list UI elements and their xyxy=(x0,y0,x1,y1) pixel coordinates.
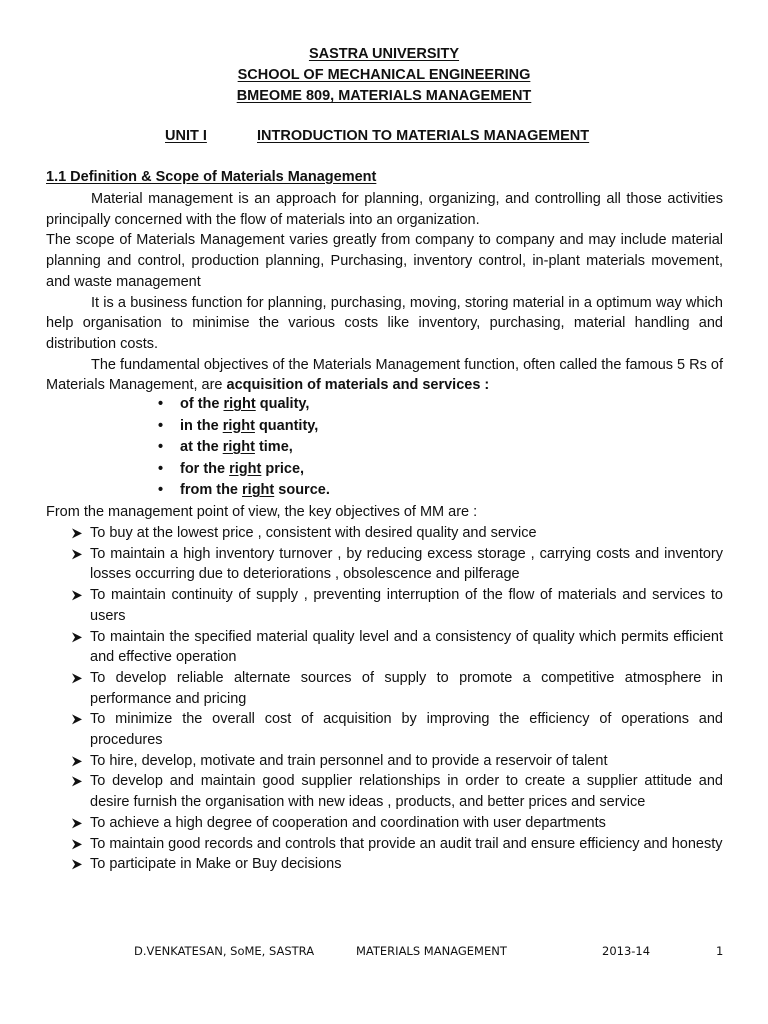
list-item: To maintain continuity of supply , preventing interruption of the flow of materials and services to users xyxy=(70,585,723,626)
unit-title: INTRODUCTION TO MATERIALS MANAGEMENT xyxy=(257,128,590,144)
arrow-bullet-icon xyxy=(70,771,84,792)
footer-author: D.VENKATESAN, SoME, SASTRA xyxy=(134,944,315,958)
bullet-icon: • xyxy=(158,396,164,412)
five-rs-text: The fundamental objectives of the Materials Management function, often called the famous 5 Rs of Materials Management, are xyxy=(46,356,723,394)
five-rs-list xyxy=(158,394,330,502)
course-title: BMEOME 809, MATERIALS MANAGEMENT xyxy=(236,88,532,104)
arrow-bullet-icon xyxy=(70,834,84,855)
arrow-bullet-icon xyxy=(70,585,84,606)
list-item: • at the right time, xyxy=(158,437,330,459)
list-item: To maintain good records and controls that provide an audit trail and ensure efficiency and honesty xyxy=(70,834,723,855)
list-item: To minimize the overall cost of acquisition by improving the efficiency of operations and procedures xyxy=(70,709,723,750)
arrow-bullet-icon xyxy=(70,544,84,565)
five-rs-bold: acquisition of materials and services : xyxy=(226,377,490,394)
footer-page-number: 1 xyxy=(716,944,724,958)
arrow-bullet-icon xyxy=(70,709,84,730)
section-heading: 1.1 Definition & Scope of Materials Management xyxy=(46,169,377,185)
list-item: To buy at the lowest price , consistent with desired quality and service xyxy=(70,523,723,544)
bullet-icon: • xyxy=(158,417,164,434)
bullet-icon: • xyxy=(158,460,164,477)
paragraph-business-function: It is a business function for planning, purchasing, moving, storing material in a optimum way which help organisation to minimise the various costs like inventory, purchasing, material handling and distribution costs. xyxy=(46,294,723,352)
list-item: To develop and maintain good supplier relationships in order to create a supplier attitude and desire furnish the organisation with new ideas , products, and better prices and service xyxy=(70,771,723,812)
list-item: • for the right price, xyxy=(158,459,330,481)
arrow-bullet-icon xyxy=(70,668,84,689)
list-item: To participate in Make or Buy decisions xyxy=(70,854,723,875)
school-title: SCHOOL OF MECHANICAL ENGINEERING xyxy=(237,67,531,83)
arrow-bullet-icon xyxy=(70,813,84,834)
list-item: To maintain the specified material quality level and a consistency of quality which permits efficient and effective operation xyxy=(70,627,723,668)
arrow-bullet-icon xyxy=(70,627,84,648)
list-item: • of the right quality, xyxy=(158,394,330,416)
objectives-intro: From the management point of view, the key objectives of MM are : xyxy=(46,504,478,520)
arrow-bullet-icon xyxy=(70,854,84,875)
list-item: • from the right source. xyxy=(158,480,330,502)
list-item: • in the right quantity, xyxy=(158,416,330,438)
objectives-list xyxy=(70,523,723,875)
list-item: To hire, develop, motivate and train personnel and to provide a reservoir of talent xyxy=(70,751,723,772)
footer-year: 2013-14 xyxy=(602,944,651,958)
paragraph-scope: The scope of Materials Management varies greatly from company to company and may include material planning and control, production planning, Purchasing, inventory control, in-plant materials movement, and waste management xyxy=(46,232,723,290)
intro-paragraphs xyxy=(46,189,723,396)
list-item: To achieve a high degree of cooperation and coordination with user departments xyxy=(70,813,723,834)
footer-subject: MATERIALS MANAGEMENT xyxy=(356,944,507,958)
bullet-icon: • xyxy=(158,482,164,498)
arrow-bullet-icon xyxy=(70,751,84,772)
arrow-bullet-icon xyxy=(70,523,84,544)
university-title: SASTRA UNIVERSITY xyxy=(308,46,460,62)
bullet-icon: • xyxy=(158,439,164,455)
paragraph-five-rs xyxy=(46,355,723,396)
list-item: To maintain a high inventory turnover , by reducing excess storage , carrying costs and inventory losses occurring due to deteriorations , obsolescence and pilferage xyxy=(70,544,723,585)
unit-number: UNIT I xyxy=(165,128,207,144)
list-item: To develop reliable alternate sources of supply to promote a competitive atmosphere in performance and pricing xyxy=(70,668,723,709)
paragraph-definition: Material management is an approach for planning, organizing, and controlling all those activities principally concerned with the flow of materials into an organization. xyxy=(46,191,723,228)
